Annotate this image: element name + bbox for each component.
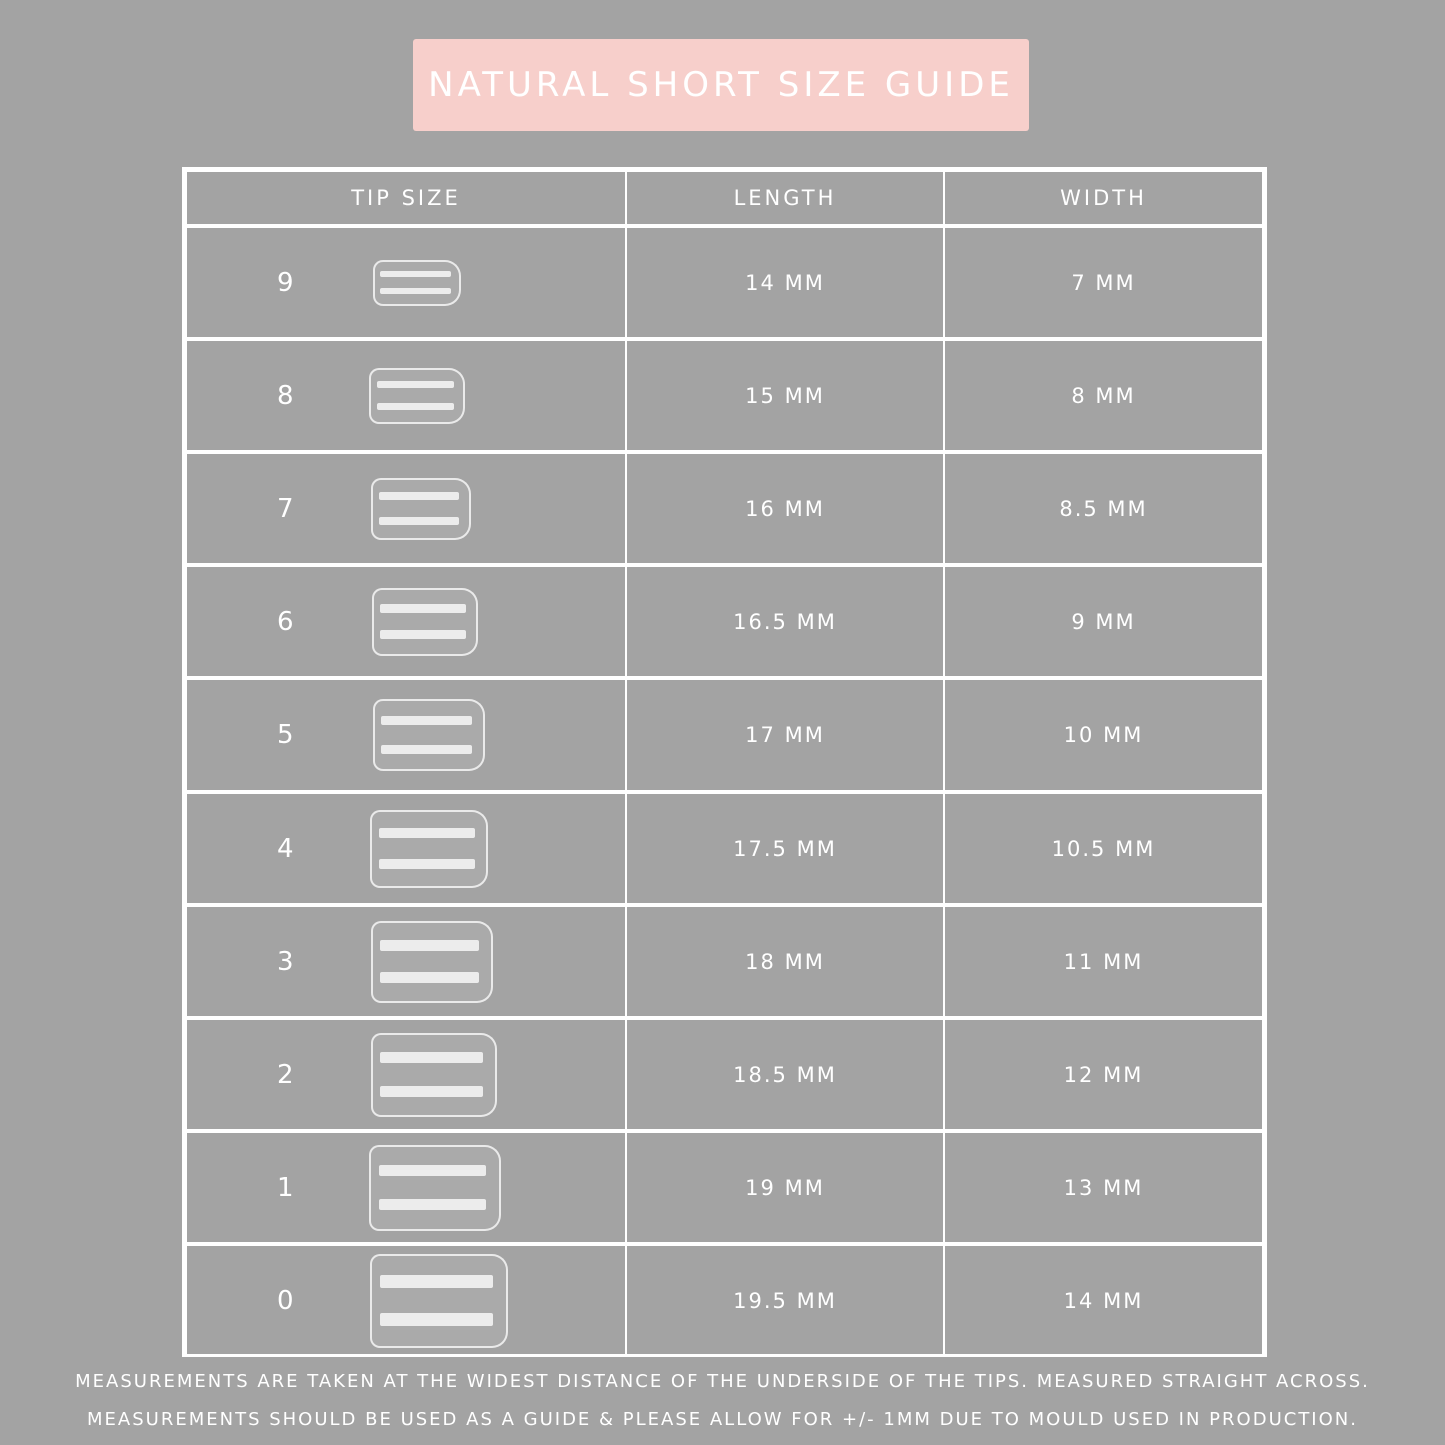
nail-tip-icon bbox=[371, 478, 471, 540]
header-tip-size: TIP SIZE bbox=[351, 186, 461, 210]
nail-highlight-top bbox=[380, 271, 451, 277]
nail-highlight-top bbox=[380, 1052, 483, 1063]
length-value: 16.5 MM bbox=[733, 609, 837, 634]
table-row-length-cell bbox=[625, 1018, 945, 1131]
header-width: WIDTH bbox=[1060, 186, 1147, 210]
nail-tip-icon bbox=[370, 810, 488, 888]
tip-size-number: 6 bbox=[277, 606, 294, 637]
table-row-tip-size-cell bbox=[185, 565, 627, 678]
nail-tip-icon bbox=[369, 368, 465, 424]
table-row-width-cell bbox=[943, 452, 1264, 565]
header-tip-size-cell bbox=[185, 170, 627, 226]
width-value: 14 MM bbox=[1063, 1288, 1144, 1313]
length-value: 18.5 MM bbox=[733, 1062, 837, 1087]
table-row-width-cell bbox=[943, 905, 1264, 1018]
nail-highlight-top bbox=[380, 940, 479, 951]
length-value: 19.5 MM bbox=[733, 1288, 837, 1313]
size-table bbox=[182, 167, 1267, 1357]
tip-size-number: 5 bbox=[277, 720, 294, 750]
width-value: 8.5 MM bbox=[1059, 496, 1148, 521]
width-value: 11 MM bbox=[1063, 949, 1144, 974]
table-row-length-cell bbox=[625, 452, 945, 565]
footer-note-2: MEASUREMENTS SHOULD BE USED AS A GUIDE & PLEASE ALLOW FOR +/- 1MM DUE TO MOULD USED IN PRODUCTION. bbox=[87, 1409, 1358, 1430]
table-row-width-cell bbox=[943, 792, 1264, 905]
nail-tip-icon bbox=[371, 921, 493, 1003]
table-row-tip-size-cell bbox=[185, 905, 627, 1018]
table-row-length-cell bbox=[625, 226, 945, 339]
table-row-length-cell bbox=[625, 1244, 945, 1357]
nail-highlight-bottom bbox=[379, 1199, 487, 1210]
length-value: 15 MM bbox=[745, 383, 825, 408]
table-row-width-cell bbox=[943, 678, 1264, 792]
title-banner bbox=[413, 39, 1029, 131]
nail-tip-icon bbox=[371, 1033, 497, 1117]
nail-highlight-bottom bbox=[379, 859, 475, 869]
nail-highlight-bottom bbox=[379, 517, 460, 525]
nail-highlight-bottom bbox=[380, 1313, 493, 1326]
width-value: 10.5 MM bbox=[1051, 836, 1156, 861]
nail-tip-icon bbox=[372, 588, 478, 656]
nail-highlight-top bbox=[379, 1165, 487, 1176]
table-row-width-cell bbox=[943, 226, 1264, 339]
tip-size-number: 9 bbox=[277, 267, 294, 298]
nail-tip-icon bbox=[373, 699, 485, 771]
table-row-tip-size-cell bbox=[185, 452, 627, 565]
nail-highlight-top bbox=[379, 828, 475, 838]
table-row-length-cell bbox=[625, 339, 945, 452]
width-value: 9 MM bbox=[1071, 609, 1136, 634]
table-row-length-cell bbox=[625, 678, 945, 792]
table-row-tip-size-cell bbox=[185, 1131, 627, 1244]
table-row-tip-size-cell bbox=[185, 792, 627, 905]
width-value: 7 MM bbox=[1071, 270, 1136, 295]
table-row-tip-size-cell bbox=[185, 1244, 627, 1357]
length-value: 18 MM bbox=[745, 949, 825, 974]
nail-tip-icon bbox=[370, 1254, 508, 1348]
nail-tip-icon bbox=[369, 1145, 501, 1231]
nail-highlight-bottom bbox=[380, 972, 479, 983]
length-value: 16 MM bbox=[745, 496, 825, 521]
header-width-cell bbox=[943, 170, 1264, 226]
nail-highlight-bottom bbox=[377, 403, 454, 410]
nail-highlight-bottom bbox=[380, 630, 466, 639]
table-row-width-cell bbox=[943, 1131, 1264, 1244]
table-row-tip-size-cell bbox=[185, 1018, 627, 1131]
width-value: 8 MM bbox=[1071, 383, 1136, 408]
table-row-width-cell bbox=[943, 565, 1264, 678]
nail-highlight-bottom bbox=[380, 288, 451, 294]
nail-highlight-top bbox=[381, 716, 472, 726]
table-row-width-cell bbox=[943, 1018, 1264, 1131]
nail-highlight-top bbox=[380, 1275, 493, 1288]
tip-size-number: 4 bbox=[277, 833, 294, 864]
header-length-cell bbox=[625, 170, 945, 226]
page-title: NATURAL SHORT SIZE GUIDE bbox=[428, 65, 1014, 105]
tip-size-number: 1 bbox=[277, 1172, 294, 1203]
table-row-length-cell bbox=[625, 565, 945, 678]
nail-highlight-bottom bbox=[380, 1086, 483, 1097]
table-row-tip-size-cell bbox=[185, 678, 627, 792]
length-value: 19 MM bbox=[745, 1175, 825, 1200]
width-value: 10 MM bbox=[1063, 723, 1144, 747]
table-row-tip-size-cell bbox=[185, 226, 627, 339]
tip-size-number: 7 bbox=[277, 493, 294, 524]
table-row-width-cell bbox=[943, 1244, 1264, 1357]
table-row-length-cell bbox=[625, 792, 945, 905]
table-row-tip-size-cell bbox=[185, 339, 627, 452]
table-row-length-cell bbox=[625, 1131, 945, 1244]
tip-size-number: 8 bbox=[277, 380, 294, 411]
nail-highlight-bottom bbox=[381, 745, 472, 755]
width-value: 12 MM bbox=[1063, 1062, 1144, 1087]
nail-highlight-top bbox=[379, 492, 460, 500]
nail-highlight-top bbox=[380, 604, 466, 613]
tip-size-number: 3 bbox=[277, 946, 294, 977]
table-row-length-cell bbox=[625, 905, 945, 1018]
length-value: 17.5 MM bbox=[733, 836, 837, 861]
length-value: 17 MM bbox=[745, 723, 825, 747]
header-length: LENGTH bbox=[733, 186, 837, 210]
width-value: 13 MM bbox=[1063, 1175, 1144, 1200]
tip-size-number: 2 bbox=[277, 1059, 294, 1090]
tip-size-number: 0 bbox=[277, 1285, 294, 1316]
table-row-width-cell bbox=[943, 339, 1264, 452]
footer-note-1: MEASUREMENTS ARE TAKEN AT THE WIDEST DISTANCE OF THE UNDERSIDE OF THE TIPS. MEASURED STRAIGHT ACROSS. bbox=[75, 1371, 1370, 1392]
nail-tip-icon bbox=[373, 260, 461, 306]
length-value: 14 MM bbox=[745, 270, 825, 295]
nail-highlight-top bbox=[377, 381, 454, 388]
